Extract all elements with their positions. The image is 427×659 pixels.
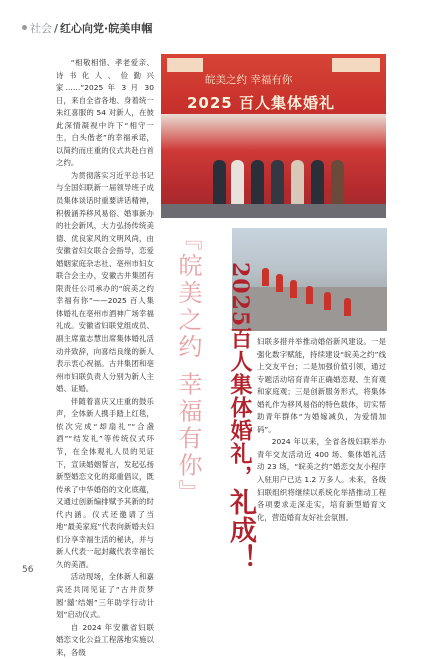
bullet-dot-icon [22, 25, 27, 30]
logo-badge [167, 58, 203, 72]
stage-banner-slogan: 皖美之约 幸福有你 [205, 74, 293, 86]
guest-figure [331, 160, 344, 206]
column-title: 红心向党·皖美申帼 [60, 22, 153, 35]
guest-figure [213, 160, 226, 206]
paragraph: 妇联多措并举推动婚俗新风建设。一是强化数字赋能，持续建设“皖美之约”线上交友平台；二是加强价值引领，通过专题活动培育青年正确婚恋观、生育观和家庭观；三是创新服务形式，将集体婚礼作为移风易俗的特色载体，切实帮助青年群体“为婚嫁减负，为爱情加码”。 [257, 337, 386, 434]
paragraph: 为贯彻落实习近平总书记与全国妇联新一届领导班子成员集体谈话时重要讲话精神，积极涵养移风易俗、婚事新办的社会新风，大力弘扬传统美德、优良家风的文明风尚，由安徽省妇女联合会指导，恋爱婚姻家庭杂志社、亳州市妇女联合会主办，安徽古井集团有限责任公司承办的“皖美之约 幸福有你”——2025 百人集体婚礼在亳州市酒神广场幸福礼成。安徽省妇联党组成员、副主席童志慧出席集体婚礼活动并致辞，向喜结良缘的新人表示衷心祝福。古井集团和亳州市妇联负责人分别为新人主婚、证婚。 [56, 170, 154, 394]
section-label: 社会 [30, 22, 52, 35]
couples-crowd [161, 114, 386, 218]
paragraph: 2024 年以来，全省各级妇联举办青年交友活动近 400 场、集体婚礼活动 23 场，“皖美之约”婚恋交友小程序入驻用户已达 1.2 万多人。未来，各级妇联组织将继续以系统化举措推动工程各项要求走深走实，培育新型婚育文化，营造婚育友好社会氛围。 [257, 437, 386, 522]
guest-figure [231, 160, 244, 206]
bride-figure [344, 298, 351, 316]
guest-figure [251, 160, 264, 206]
paragraph: “相敬相惜、孝老爱亲、诗书化人、俭勤兴家……”2025 年 3 月 30 日，来自全省各地、身着统一朱红喜服的 54 对新人，在彼此深情凝视中许下“相守一生，白头偕老”的幸福承诺，以简约而庄重的仪式共赴白首之约。 [56, 58, 154, 168]
section-header [22, 20, 152, 36]
wedding-stage-photo [161, 54, 386, 218]
headline-title [200, 262, 260, 572]
headline-title-main: 2025百人集体婚礼， [227, 262, 253, 489]
paragraph: 自 2024 年安徽省妇联婚恋文化公益工程落地实施以来，各级 [56, 622, 154, 657]
headline-slogan: 『皖美之约 幸福有你』 [174, 226, 202, 507]
logo-badge [332, 58, 380, 72]
headline-title-emphasis: 礼成！ [225, 488, 256, 573]
stage-floor [161, 204, 386, 218]
bride-figure [324, 292, 331, 310]
guest-figure [271, 160, 284, 206]
bride-figure [306, 286, 313, 304]
right-text-column [257, 336, 386, 524]
header-separator: / [54, 22, 59, 35]
guest-figure [311, 160, 324, 206]
left-text-column [56, 57, 154, 659]
page-number: 56 [22, 565, 34, 575]
bride-figure [276, 274, 283, 292]
guest-figure [291, 160, 304, 206]
paragraph: 活动现场，全体新人和嘉宾还共同见证了“古井贡梦圆‘囍’结姻”三年助学行动计划”启动仪式。 [56, 572, 154, 620]
bride-figure [290, 280, 297, 298]
paragraph: 伴随着喜庆又庄重的鼓乐声，全体新人携手踏上红毯，依次完成“却扇礼”“合盏酒”“结发礼”等传统仪式环节，在全体观礼人员的见证下，宣读婚姻誓言，发起弘扬新型婚恋文化的郑重倡议，既传承了中华婚俗的文化底蕴，又通过创新编排赋予其新的时代内涵。仪式还邀请了当地“最美家庭”代表向新婚夫妇们分享幸福生活的秘诀，并与新人代表一起封藏代表幸福长久的美酒。 [56, 396, 154, 569]
stage-banner-title: 2025 百人集体婚礼 [187, 94, 335, 112]
bride-figure [262, 268, 269, 286]
